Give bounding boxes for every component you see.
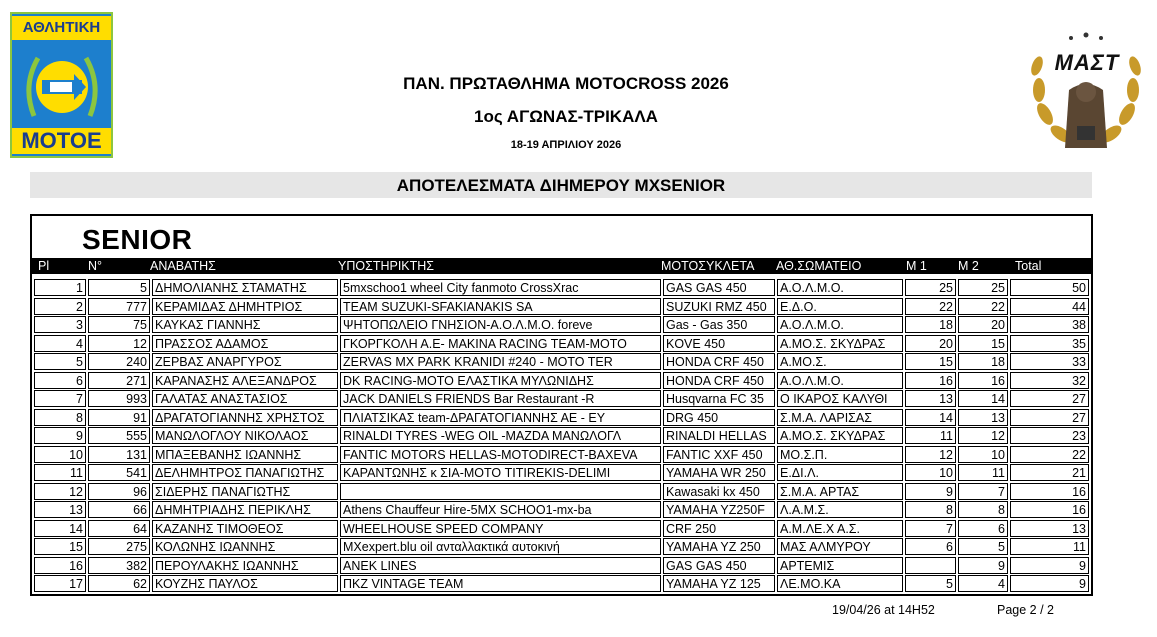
cell-club: Α.ΜΟ.Σ.	[777, 353, 903, 370]
cell-m1: 18	[905, 316, 956, 333]
cell-motorcycle: GAS GAS 450	[663, 557, 775, 574]
cell-position: 13	[34, 501, 86, 518]
cell-rider: ΣΙΔΕΡΗΣ ΠΑΝΑΓΙΩΤΗΣ	[152, 483, 338, 500]
cell-number: 91	[88, 409, 150, 426]
cell-club: Ο ΙΚΑΡΟΣ ΚΑΛΥΘΙ	[777, 390, 903, 407]
table-row	[34, 557, 1089, 576]
cell-m2: 4	[958, 575, 1008, 592]
cell-number: 64	[88, 520, 150, 537]
cell-total: 44	[1010, 298, 1089, 315]
cell-motorcycle: GAS GAS 450	[663, 279, 775, 296]
event-dates: 18-19 ΑΠΡΙΛΙΟΥ 2026	[510, 139, 622, 151]
cell-motorcycle: HONDA CRF 450	[663, 372, 775, 389]
cell-total: 21	[1010, 464, 1089, 481]
cell-total: 13	[1010, 520, 1089, 537]
logo-top-text: ΑΘΛΗΤΙΚΗ	[12, 16, 111, 40]
cell-total: 16	[1010, 501, 1089, 518]
col-m1: M 1	[906, 259, 927, 273]
cell-total: 9	[1010, 575, 1089, 592]
cell-rider: ΠΡΑΣΣΟΣ ΑΔΑΜΟΣ	[152, 335, 338, 352]
cell-rider: ΚΑΥΚΑΣ ΓΙΑΝΝΗΣ	[152, 316, 338, 333]
cell-rider: ΚΕΡΑΜΙΔΑΣ ΔΗΜΗΤΡΙΟΣ	[152, 298, 338, 315]
cell-m2: 20	[958, 316, 1008, 333]
cell-sponsor: ΠΛΙΑΤΣΙΚΑΣ team-ΔΡΑΓΑΤΟΓΙΑΝΝΗΣ ΑΕ - ΕΥ	[340, 409, 661, 426]
cell-club: Σ.Μ.Α. ΑΡΤΑΣ	[777, 483, 903, 500]
table-row	[34, 520, 1089, 539]
col-rider: ΑΝΑΒΑΤΗΣ	[150, 259, 216, 273]
table-row	[34, 316, 1089, 335]
cell-rider: ΓΑΛΑΤΑΣ ΑΝΑΣΤΑΣΙΟΣ	[152, 390, 338, 407]
cell-total: 50	[1010, 279, 1089, 296]
cell-rider: ΔΡΑΓΑΤΟΓΙΑΝΝΗΣ ΧΡΗΣΤΟΣ	[152, 409, 338, 426]
cell-number: 275	[88, 538, 150, 555]
cell-position: 6	[34, 372, 86, 389]
cell-m1: 12	[905, 446, 956, 463]
table-row	[34, 353, 1089, 372]
cell-motorcycle: YAMAHA YZ 125	[663, 575, 775, 592]
cell-m1: 10	[905, 464, 956, 481]
cell-sponsor: ΠΚΖ VINTAGE TEAM	[340, 575, 661, 592]
page-number: Page 2 / 2	[997, 603, 1054, 617]
cell-m2: 22	[958, 298, 1008, 315]
cell-total: 33	[1010, 353, 1089, 370]
cell-total: 23	[1010, 427, 1089, 444]
cell-motorcycle: YAMAHA YZ250F	[663, 501, 775, 518]
cell-number: 240	[88, 353, 150, 370]
cell-m1: 25	[905, 279, 956, 296]
cell-m2: 7	[958, 483, 1008, 500]
cell-m2: 6	[958, 520, 1008, 537]
cell-m1: 9	[905, 483, 956, 500]
cell-position: 16	[34, 557, 86, 574]
table-row	[34, 279, 1089, 298]
cell-rider: ΔΕΛΗΜΗΤΡΟΣ ΠΑΝΑΓΙΩΤΗΣ	[152, 464, 338, 481]
cell-number: 75	[88, 316, 150, 333]
cell-number: 5	[88, 279, 150, 296]
cell-total: 35	[1010, 335, 1089, 352]
cell-motorcycle: KOVE 450	[663, 335, 775, 352]
cell-sponsor: RINALDI TYRES -WEG OIL -MAZDA ΜΑΝΩΛΟΓΛ	[340, 427, 661, 444]
cell-m1: 8	[905, 501, 956, 518]
table-row	[34, 390, 1089, 409]
table-row	[34, 538, 1089, 557]
cell-number: 66	[88, 501, 150, 518]
cell-sponsor: WHEELHOUSE SPEED COMPANY	[340, 520, 661, 537]
cell-total: 16	[1010, 483, 1089, 500]
table-header	[32, 258, 1091, 274]
logo-bottom-text: MOTOE	[12, 128, 111, 154]
cell-m1: 7	[905, 520, 956, 537]
cell-number: 62	[88, 575, 150, 592]
cell-total: 9	[1010, 557, 1089, 574]
cell-sponsor: Athens Chauffeur Hire-5MX SCHOO1-mx-ba	[340, 501, 661, 518]
cell-m2: 15	[958, 335, 1008, 352]
cell-number: 131	[88, 446, 150, 463]
cell-sponsor: 5mxschoo1 wheel City fanmoto CrossXrac	[340, 279, 661, 296]
cell-m1: 11	[905, 427, 956, 444]
cell-position: 10	[34, 446, 86, 463]
cell-club: Α.Ο.Λ.Μ.Ο.	[777, 372, 903, 389]
cell-motorcycle: CRF 250	[663, 520, 775, 537]
championship-title: ΠΑΝ. ΠΡΩΤΑΘΛΗΜΑ MOTOCROSS 2026	[403, 74, 729, 93]
cell-position: 3	[34, 316, 86, 333]
cell-club: ΜΑΣ ΑΛΜΥΡΟΥ	[777, 538, 903, 555]
cell-m2: 11	[958, 464, 1008, 481]
cell-sponsor: ΚΑΡΑΝΤΩΝΗΣ κ ΣΙΑ-ΜΟΤΟ TITIREKIS-DELIMI	[340, 464, 661, 481]
cell-total: 27	[1010, 409, 1089, 426]
table-row	[34, 372, 1089, 391]
cell-position: 1	[34, 279, 86, 296]
category-title: SENIOR	[82, 224, 193, 255]
table-row	[34, 501, 1089, 520]
cell-position: 15	[34, 538, 86, 555]
cell-m2: 13	[958, 409, 1008, 426]
cell-rider: ΜΠΑΞΕΒΑΝΗΣ ΙΩΑΝΝΗΣ	[152, 446, 338, 463]
col-club: ΑΘ.ΣΩΜΑΤΕΙΟ	[776, 259, 862, 273]
cell-position: 2	[34, 298, 86, 315]
cell-rider: ΖΕΡΒΑΣ ΑΝΑΡΓΥΡΟΣ	[152, 353, 338, 370]
cell-rider: ΚΑΖΑΝΗΣ ΤΙΜΟΘΕΟΣ	[152, 520, 338, 537]
print-timestamp: 19/04/26 at 14H52	[832, 603, 935, 617]
cell-rider: ΚΑΡΑΝΑΣΗΣ ΑΛΕΞΑΝΔΡΟΣ	[152, 372, 338, 389]
cell-number: 96	[88, 483, 150, 500]
table-row	[34, 446, 1089, 465]
cell-club: Λ.Α.Μ.Σ.	[777, 501, 903, 518]
cell-club: ΛΕ.ΜΟ.ΚΑ	[777, 575, 903, 592]
cell-m1: 14	[905, 409, 956, 426]
cell-rider: ΚΟΥΖΗΣ ΠΑΥΛΟΣ	[152, 575, 338, 592]
cell-m1: 20	[905, 335, 956, 352]
cell-motorcycle: Kawasaki kx 450	[663, 483, 775, 500]
cell-number: 777	[88, 298, 150, 315]
cell-club: Ε.ΔΙ.Λ.	[777, 464, 903, 481]
cell-position: 5	[34, 353, 86, 370]
cell-total: 22	[1010, 446, 1089, 463]
cell-number: 541	[88, 464, 150, 481]
cell-m2: 10	[958, 446, 1008, 463]
cell-motorcycle: FANTIC XXF 450	[663, 446, 775, 463]
cell-number: 555	[88, 427, 150, 444]
cell-rider: ΜΑΝΩΛΟΓΛΟΥ ΝΙΚΟΛΑΟΣ	[152, 427, 338, 444]
cell-number: 382	[88, 557, 150, 574]
col-total: Total	[1015, 259, 1042, 273]
cell-number: 271	[88, 372, 150, 389]
cell-motorcycle: YAMAHA YZ 250	[663, 538, 775, 555]
cell-position: 17	[34, 575, 86, 592]
cell-m2: 25	[958, 279, 1008, 296]
cell-m2: 14	[958, 390, 1008, 407]
cell-position: 14	[34, 520, 86, 537]
cell-m1: 16	[905, 372, 956, 389]
cell-position: 12	[34, 483, 86, 500]
table-row	[34, 427, 1089, 446]
cell-motorcycle: HONDA CRF 450	[663, 353, 775, 370]
cell-m2: 9	[958, 557, 1008, 574]
cell-club: Α.ΜΟ.Σ. ΣΚΥΔΡΑΣ	[777, 335, 903, 352]
cell-m2: 18	[958, 353, 1008, 370]
cell-club: ΜΟ.Σ.Π.	[777, 446, 903, 463]
table-row	[34, 298, 1089, 317]
cell-position: 8	[34, 409, 86, 426]
table-row	[34, 409, 1089, 428]
col-pl: Pl	[38, 259, 50, 273]
cell-number: 993	[88, 390, 150, 407]
results-section-title: ΑΠΟΤΕΛΕΣΜΑΤΑ ΔΙΗΜΕΡΟΥ MXSENIOR	[30, 172, 1092, 198]
cell-club: Ε.Δ.Ο.	[777, 298, 903, 315]
cell-club: Α.Ο.Λ.Μ.Ο.	[777, 279, 903, 296]
cell-m1: 22	[905, 298, 956, 315]
table-row	[34, 464, 1089, 483]
cell-motorcycle: Husqvarna FC 35	[663, 390, 775, 407]
cell-club: ΑΡΤΕΜΙΣ	[777, 557, 903, 574]
cell-sponsor: ANEK LINES	[340, 557, 661, 574]
cell-m1: 13	[905, 390, 956, 407]
cell-position: 4	[34, 335, 86, 352]
cell-total: 11	[1010, 538, 1089, 555]
cell-m2: 16	[958, 372, 1008, 389]
event-title: 1ος ΑΓΩΝΑΣ-ΤΡΙΚΑΛΑ	[474, 107, 658, 126]
cell-position: 7	[34, 390, 86, 407]
cell-position: 9	[34, 427, 86, 444]
cell-rider: ΔΗΜΗΤΡΙΑΔΗΣ ΠΕΡΙΚΛΗΣ	[152, 501, 338, 518]
cell-total: 38	[1010, 316, 1089, 333]
cell-motorcycle: Gas - Gas 350	[663, 316, 775, 333]
mast-logo-text: ΜΑΣΤ	[1054, 50, 1120, 75]
table-row	[34, 483, 1089, 502]
cell-m2: 5	[958, 538, 1008, 555]
cell-club: Α.ΜΟ.Σ. ΣΚΥΔΡΑΣ	[777, 427, 903, 444]
cell-club: Α.Ο.Λ.Μ.Ο.	[777, 316, 903, 333]
table-row	[34, 335, 1089, 354]
results-table	[30, 214, 1093, 596]
cell-motorcycle: RINALDI HELLAS	[663, 427, 775, 444]
cell-motorcycle: DRG 450	[663, 409, 775, 426]
cell-m1	[905, 557, 956, 574]
cell-number: 12	[88, 335, 150, 352]
cell-m2: 8	[958, 501, 1008, 518]
cell-sponsor	[340, 483, 661, 500]
cell-m2: 12	[958, 427, 1008, 444]
cell-m1: 15	[905, 353, 956, 370]
cell-sponsor: TEAM SUZUKI-SFAKIANAKIS SA	[340, 298, 661, 315]
cell-rider: ΚΟΛΩΝΗΣ ΙΩΑΝΝΗΣ	[152, 538, 338, 555]
cell-total: 32	[1010, 372, 1089, 389]
cell-sponsor: ZERVAS MX PARK KRANIDI #240 - MOTO TER	[340, 353, 661, 370]
cell-position: 11	[34, 464, 86, 481]
cell-sponsor: JACK DANIELS FRIENDS Bar Restaurant -R	[340, 390, 661, 407]
cell-motorcycle: YAMAHA WR 250	[663, 464, 775, 481]
cell-sponsor: DK RACING-ΜΟΤΟ ΕΛΑΣΤΙΚΑ ΜΥΛΩΝΙΔΗΣ	[340, 372, 661, 389]
cell-total: 27	[1010, 390, 1089, 407]
cell-sponsor: ΓΚΟΡΓΚΟΛΗ Α.Ε- MAKINA RACING TEAM-MOTO	[340, 335, 661, 352]
cell-sponsor: FANTIC MOTORS HELLAS-MOTODIRECT-BAXEVA	[340, 446, 661, 463]
col-m2: M 2	[958, 259, 979, 273]
table-body	[34, 279, 1089, 594]
cell-club: Α.Μ.ΛΕ.Χ Α.Σ.	[777, 520, 903, 537]
cell-sponsor: MXexpert.blu oil ανταλλακτικά αυτοκινή	[340, 538, 661, 555]
cell-m1: 6	[905, 538, 956, 555]
cell-sponsor: ΨΗΤΟΠΩΛΕΙΟ ΓΝΗΣΙΟΝ-Α.Ο.Λ.Μ.Ο. foreve	[340, 316, 661, 333]
col-no: N°	[88, 259, 103, 273]
cell-motorcycle: SUZUKI RMZ 450	[663, 298, 775, 315]
cell-m1: 5	[905, 575, 956, 592]
cell-rider: ΠΕΡΟΥΛΑΚΗΣ ΙΩΑΝΝΗΣ	[152, 557, 338, 574]
cell-rider: ΔΗΜΟΛΙΑΝΗΣ ΣΤΑΜΑΤΗΣ	[152, 279, 338, 296]
cell-club: Σ.Μ.Α. ΛΑΡΙΣΑΣ	[777, 409, 903, 426]
col-motorcycle: ΜΟΤΟΣΥΚΛΕΤΑ	[661, 259, 755, 273]
col-sponsor: ΥΠΟΣΤΗΡΙΚΤΗΣ	[338, 259, 435, 273]
table-row	[34, 575, 1089, 594]
